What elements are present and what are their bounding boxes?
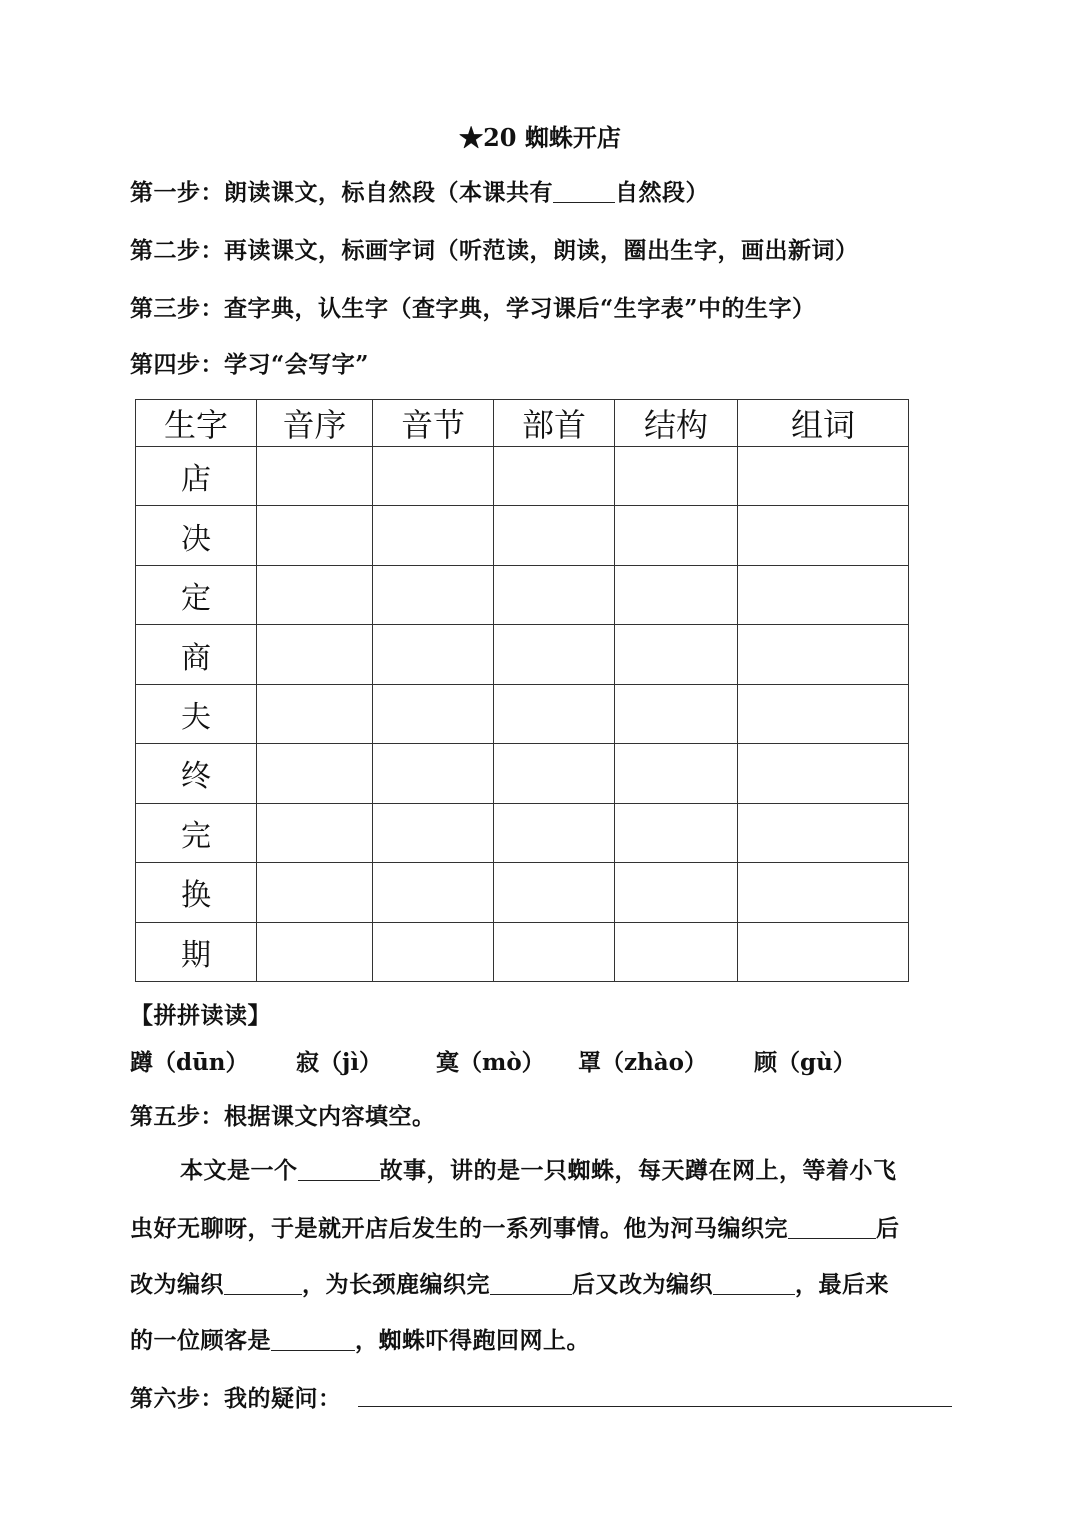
pinyin-item: 蹲（dūn） <box>130 1049 249 1076</box>
char-cell: 完 <box>136 803 257 862</box>
input-cell[interactable] <box>373 506 494 565</box>
input-cell[interactable] <box>257 565 373 624</box>
input-cell[interactable] <box>615 744 738 803</box>
pinyin-item: 顾（gù） <box>754 1049 856 1076</box>
step-1-tail: 自然段） <box>615 179 709 206</box>
header-structure: 结构 <box>615 400 738 447</box>
header-syllable: 音节 <box>373 400 494 447</box>
input-cell[interactable] <box>257 625 373 684</box>
input-cell[interactable] <box>373 684 494 743</box>
input-cell[interactable] <box>738 447 909 506</box>
question-answer-line[interactable] <box>358 1406 952 1407</box>
paragraph-count-blank[interactable] <box>553 179 615 203</box>
input-cell[interactable] <box>738 863 909 922</box>
input-cell[interactable] <box>257 922 373 982</box>
char-cell: 夫 <box>136 684 257 743</box>
table-row <box>136 565 909 624</box>
text: 后 <box>876 1215 900 1242</box>
input-cell[interactable] <box>373 625 494 684</box>
input-cell[interactable] <box>494 684 615 743</box>
input-cell[interactable] <box>738 565 909 624</box>
input-cell[interactable] <box>257 863 373 922</box>
pinyin-item: 罩（zhào） <box>578 1049 708 1076</box>
input-cell[interactable] <box>615 863 738 922</box>
fill-blank[interactable] <box>490 1271 572 1295</box>
input-cell[interactable] <box>494 803 615 862</box>
header-initial: 音序 <box>257 400 373 447</box>
input-cell[interactable] <box>373 447 494 506</box>
char-cell: 换 <box>136 863 257 922</box>
input-cell[interactable] <box>494 625 615 684</box>
input-cell[interactable] <box>494 744 615 803</box>
paragraph-line-3 <box>130 1266 889 1299</box>
input-cell[interactable] <box>738 625 909 684</box>
text: ，蜘蛛吓得跑回网上。 <box>355 1327 590 1354</box>
character-table <box>135 399 909 982</box>
step-3: 第三步：查字典，认生字（查字典，学习课后“生字表”中的生字） <box>130 295 816 322</box>
input-cell[interactable] <box>373 565 494 624</box>
table-header-row <box>136 400 909 447</box>
input-cell[interactable] <box>615 684 738 743</box>
fill-blank[interactable] <box>788 1215 876 1239</box>
text: 故事，讲的是一只蜘蛛，每天蹲在网上，等着小飞 <box>379 1157 897 1184</box>
pinyin-item: 寂（jì） <box>296 1049 383 1076</box>
header-words: 组词 <box>738 400 909 447</box>
step-5: 第五步：根据课文内容填空。 <box>130 1103 436 1130</box>
step-1-text: 第一步：朗读课文，标自然段（本课共有 <box>130 179 553 206</box>
step-4: 第四步：学习“会写字” <box>130 351 369 378</box>
input-cell[interactable] <box>738 684 909 743</box>
text: ，最后来 <box>795 1271 889 1298</box>
header-char: 生字 <box>136 400 257 447</box>
input-cell[interactable] <box>373 803 494 862</box>
table-row <box>136 863 909 922</box>
text: 改为编织 <box>130 1271 224 1298</box>
step-6: 第六步：我的疑问： <box>130 1385 342 1412</box>
input-cell[interactable] <box>373 922 494 982</box>
input-cell[interactable] <box>738 744 909 803</box>
input-cell[interactable] <box>615 803 738 862</box>
text: ，为长颈鹿编织完 <box>302 1271 490 1298</box>
input-cell[interactable] <box>257 803 373 862</box>
paragraph-line-4 <box>130 1322 590 1355</box>
input-cell[interactable] <box>373 744 494 803</box>
char-cell: 期 <box>136 922 257 982</box>
input-cell[interactable] <box>738 803 909 862</box>
text: 本文是一个 <box>180 1157 298 1184</box>
table-row <box>136 803 909 862</box>
input-cell[interactable] <box>615 447 738 506</box>
table-row <box>136 447 909 506</box>
char-cell: 决 <box>136 506 257 565</box>
input-cell[interactable] <box>257 447 373 506</box>
table-row <box>136 506 909 565</box>
table-row <box>136 744 909 803</box>
fill-blank[interactable] <box>713 1271 795 1295</box>
text: 后又改为编织 <box>572 1271 713 1298</box>
pinyin-section-title: 【拼拼读读】 <box>130 1002 271 1029</box>
input-cell[interactable] <box>494 922 615 982</box>
table-row <box>136 684 909 743</box>
paragraph-line-2 <box>130 1210 900 1243</box>
text: 虫好无聊呀，于是就开店后发生的一系列事情。他为河马编织完 <box>130 1215 788 1242</box>
fill-blank[interactable] <box>224 1271 302 1295</box>
table-row <box>136 625 909 684</box>
char-cell: 定 <box>136 565 257 624</box>
pinyin-item: 寞（mò） <box>436 1049 545 1076</box>
page-title: ★20 蜘蛛开店 <box>459 123 621 152</box>
input-cell[interactable] <box>257 684 373 743</box>
input-cell[interactable] <box>494 565 615 624</box>
input-cell[interactable] <box>738 922 909 982</box>
input-cell[interactable] <box>738 506 909 565</box>
input-cell[interactable] <box>257 744 373 803</box>
step-1 <box>130 174 709 207</box>
step-2: 第二步：再读课文，标画字词（听范读，朗读，圈出生字，画出新词） <box>130 237 859 264</box>
fill-blank[interactable] <box>298 1157 380 1181</box>
char-cell: 店 <box>136 447 257 506</box>
char-cell: 商 <box>136 625 257 684</box>
input-cell[interactable] <box>494 506 615 565</box>
input-cell[interactable] <box>494 447 615 506</box>
input-cell[interactable] <box>494 863 615 922</box>
header-radical: 部首 <box>494 400 615 447</box>
fill-blank[interactable] <box>271 1327 355 1351</box>
paragraph-line-1 <box>180 1152 897 1185</box>
input-cell[interactable] <box>373 863 494 922</box>
input-cell[interactable] <box>257 506 373 565</box>
input-cell[interactable] <box>615 506 738 565</box>
text: 的一位顾客是 <box>130 1327 271 1354</box>
table-row <box>136 922 909 982</box>
input-cell[interactable] <box>615 922 738 982</box>
char-cell: 终 <box>136 744 257 803</box>
input-cell[interactable] <box>615 565 738 624</box>
input-cell[interactable] <box>615 625 738 684</box>
